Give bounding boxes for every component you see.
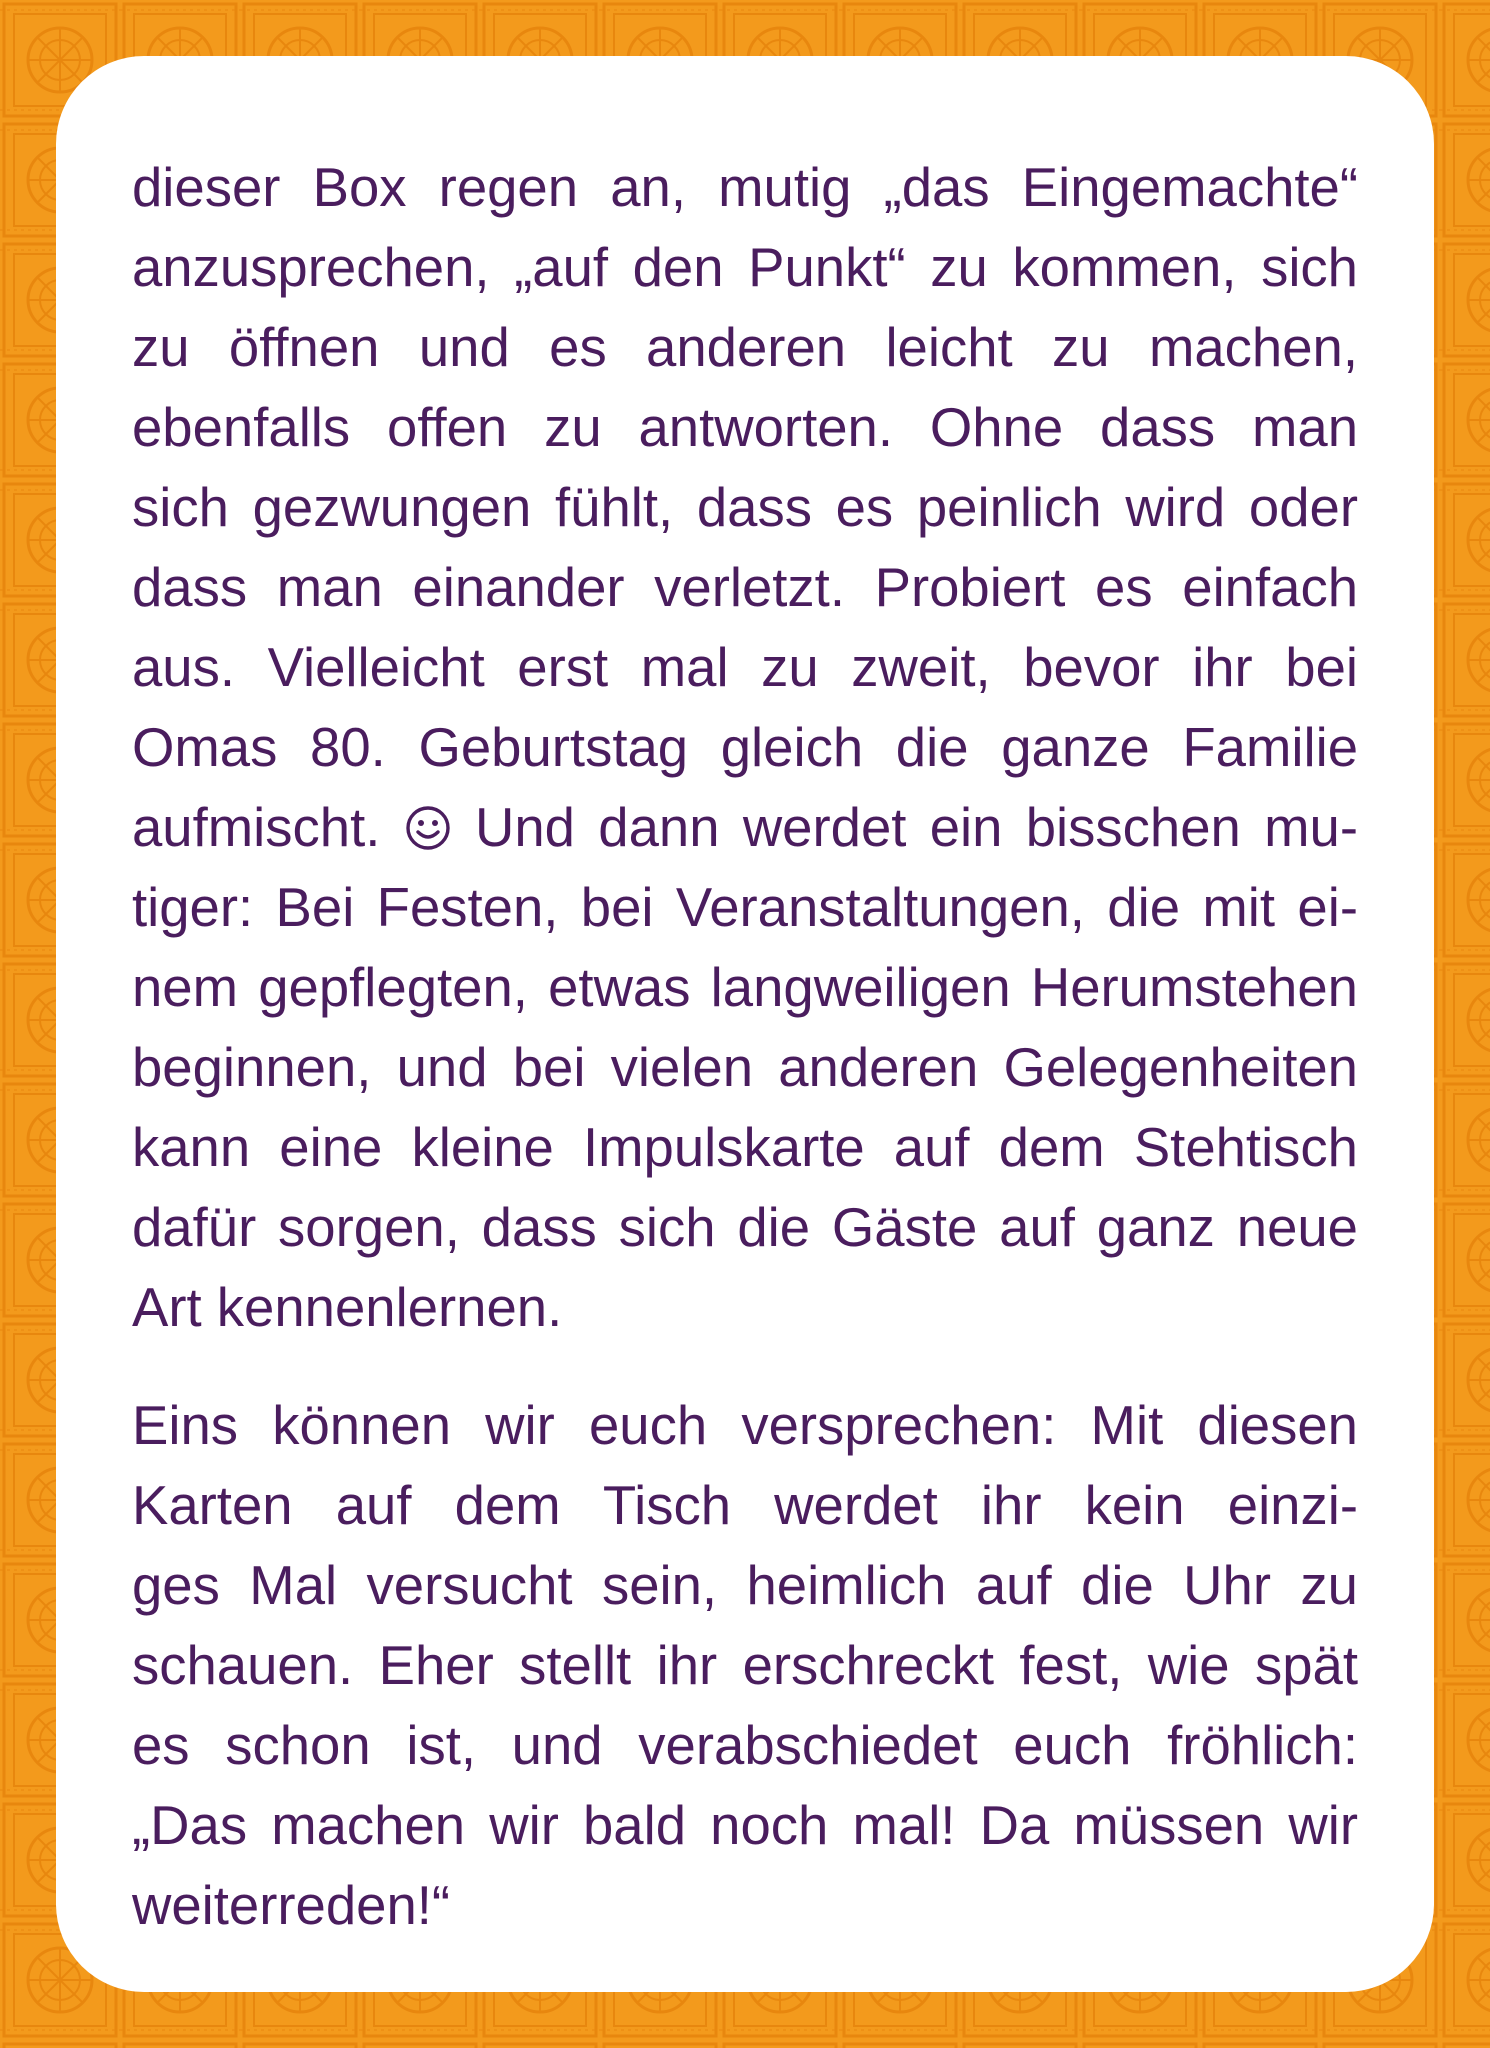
text-line: „Das machen wir bald noch mal! Da müssen wir: [132, 1795, 1358, 1856]
text-line: anzusprechen, „auf den Punkt“ zu kommen, sich: [132, 237, 1358, 298]
text-line: nem gepflegten, etwas langweiligen Herumstehen: [132, 957, 1358, 1018]
text-line: dafür sorgen, dass sich die Gäste auf ganz neue: [132, 1197, 1358, 1258]
text-line: Karten auf dem Tisch werdet ihr kein einzi-: [132, 1475, 1358, 1536]
text-line: aus. Vielleicht erst mal zu zweit, bevor ihr bei: [132, 637, 1358, 698]
paragraph-2: [132, 1386, 1358, 1946]
text-line: tiger: Bei Festen, bei Veranstaltungen, die mit ei-: [132, 877, 1358, 938]
text-fragment: Und dann werdet ein bisschen mu-: [475, 797, 1358, 858]
text-line: Art kennenlernen.: [132, 1277, 563, 1338]
text-line: ebenfalls offen zu antworten. Ohne dass man: [132, 397, 1358, 458]
text-line: ges Mal versucht sein, heimlich auf die Uhr zu: [132, 1555, 1358, 1616]
text-line: Eins können wir euch versprechen: Mit diesen: [132, 1395, 1358, 1456]
text-line: es schon ist, und verabschiedet euch fröhlich:: [132, 1715, 1358, 1776]
text-line: dieser Box regen an, mutig „das Eingemachte“: [132, 157, 1358, 218]
text-line: kann eine kleine Impulskarte auf dem Stehtisch: [132, 1117, 1358, 1178]
text-line: Omas 80. Geburtstag gleich die ganze Familie: [132, 717, 1358, 778]
text-line-with-smiley: [132, 788, 1358, 868]
text-line: zu öffnen und es anderen leicht zu machen,: [132, 317, 1358, 378]
text-line: schauen. Eher stellt ihr erschreckt fest, wie spät: [132, 1635, 1358, 1696]
text-line: weiterreden!“: [132, 1875, 451, 1936]
text-panel: [56, 56, 1434, 1992]
smiley-icon: [404, 804, 452, 852]
text-line: sich gezwungen fühlt, dass es peinlich wird oder: [132, 477, 1358, 538]
text-line: beginnen, und bei vielen anderen Gelegenheiten: [132, 1037, 1358, 1098]
paragraph-1: [132, 148, 1358, 1348]
text-fragment: aufmischt.: [132, 797, 381, 858]
text-line: dass man einander verletzt. Probiert es einfach: [132, 557, 1358, 618]
